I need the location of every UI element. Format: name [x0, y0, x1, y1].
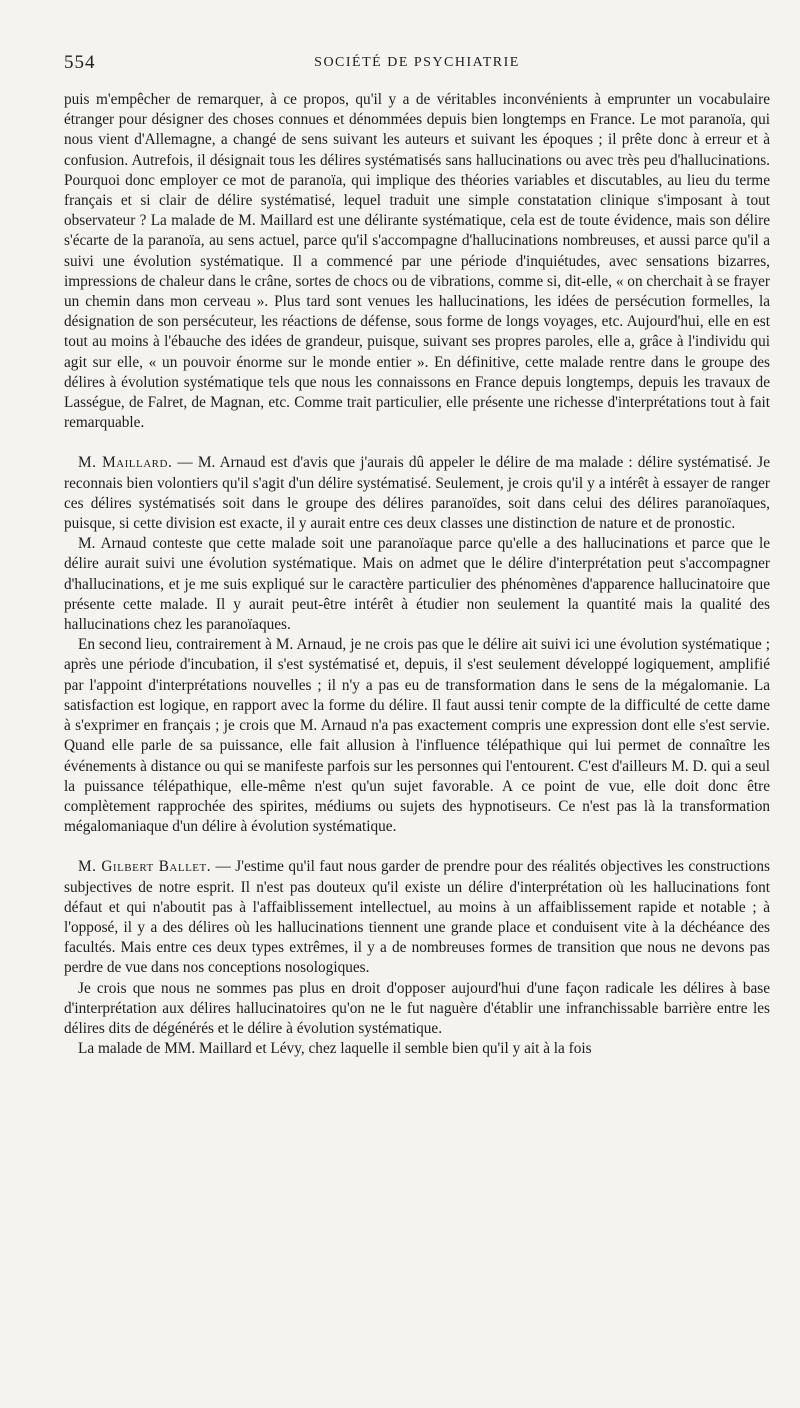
paragraph-ballet-opposition: Je crois que nous ne sommes pas plus en droit d'opposer aujourd'hui d'une façon radicale les délires à base d'interprétation aux délires hallucinatoires qu'on ne le fut naguère d'établir une infranchissable barrière entre les délires dits de dégénérés et le délire à évolution systématique.	[64, 979, 770, 1037]
paragraph-ballet-final: La malade de MM. Maillard et Lévy, chez laquelle il semble bien qu'il y ait à la fois	[78, 1040, 592, 1058]
section-gap	[64, 433, 770, 453]
paragraph-maillard-evolution: En second lieu, contrairement à M. Arnaud, je ne crois pas que le délire ait suivi ici une évolution systématique ; après une période d'incubation, il s'est systématisé et, depuis, il s'est seulement développé logiquement, amplifié par l'appoint d'interprétations nouvelles ; il n'y a pas eu de transformation dans le sens de la mégalomanie. La satisfaction est logique, en rapport avec la forme du délire. Il faut aussi tenir compte de la difficulté de cette dame à s'exprimer en français ; je crois que M. Arnaud n'a pas exactement compris une expression dont elle s'est servie. Quand elle parle de sa puissance, elle fait allusion à l'influence télépathique qui lui permet de connaître les événements à distance ou qui se manifeste parfois sur les personnes qui l'entourent. C'est d'ailleurs M. D. qui a seul la puissance télépathique, elle-même n'est qu'un sujet favorable. A ce point de vue, elle doit donc être complètement rapprochée des spirites, médiums ou sujets des hypnotiseurs. Ce n'est pas là la transformation mégalomaniaque d'un délire à évolution systématique.	[64, 636, 770, 836]
section-gap	[64, 837, 770, 857]
speaker-name: M. Gilbert Ballet.	[78, 858, 212, 876]
paragraph-maillard-hallucinations: M. Arnaud conteste que cette malade soit une paranoïaque parce qu'elle a des hallucinations et parce que le délire aurait suivi une évolution systématique. Mais on admet que le délire d'interprétation peut s'accompagner d'hallucinations, et je me suis expliqué sur le caractère particulier des phénomènes d'apparence hallucinatoire que présente cette malade. Il y aurait peut-être intérêt à étudier non seulement la quantité mais la qualité des hallucinations chez les paranoïaques.	[64, 535, 770, 634]
page-number: 554	[64, 52, 96, 73]
paragraph-arnaud-continuation: puis m'empêcher de remarquer, à ce propos, qu'il y a de véritables inconvénients à emprunter un vocabulaire étranger pour désigner des choses connues et dénommées depuis bien longtemps en France. Le mot paranoïa, qui nous vient d'Allemagne, a changé de sens suivant les auteurs et suivant les époques ; il prête donc à erreur et à confusion. Autrefois, il désignait tous les délires systématisés sans hallucinations ou avec très peu d'hallucinations. Pourquoi donc employer ce mot de paranoïa, qui implique des théories variables et discutables, au lieu du terme français et si clair de délire systématisé, lequel traduit une simple constatation clinique s'imposant à tout observateur ? La malade de M. Maillard est une délirante systématique, cela est de toute évidence, mais son délire s'écarte de la paranoïa, au sens actuel, parce qu'il s'accompagne d'hallucinations nombreuses, et aussi parce qu'il a suivi une évolution systématique. Il a commencé par une période d'inquiétudes, avec sensations bizarres, impressions de chaleur dans le crâne, sortes de chocs ou de vibrations, comme si, dit-elle, « on cherchait à se frayer un chemin dans mon cerveau ». Plus tard sont venues les hallucinations, les idées de persécution formelles, la désignation de son persécuteur, les réactions de défense, sous forme de longs voyages, etc. Aujourd'hui, elle en est tout au moins à l'ébauche des idées de grandeur, puisque, suivant ses propres paroles, elle a, grâce à l'individu qui agit sur elle, « un pouvoir énorme sur le monde entier ». En définitive, cette malade rentre dans le groupe des délires à évolution systématique tels que nous les connaissons en France depuis longtemps, depuis les travaux de Lasségue, de Falret, de Magnan, etc. Comme trait particulier, elle présente une richesse d'interprétations tout à fait remarquable.	[64, 91, 770, 432]
speech-text: — J'estime qu'il faut nous garder de prendre pour des réalités objectives les constructions subjectives de notre esprit. Il n'est pas douteux qu'il existe un délire d'interprétation où les hallucinations font défaut et qui n'aboutit pas à l'affaiblissement intellectuel, au moins à un affaiblissement rapide et notable ; à l'opposé, il y a des délires où les hallucinations tiennent une grande place et conduisent vite à la déchéance des facultés. Mais entre ces deux types extrêmes, il y a de nombreuses formes de transition que nous ne devons pas perdre de vue dans nos conceptions nosologiques.	[64, 858, 770, 977]
speaker-name: M. Maillard.	[78, 454, 173, 472]
page-header	[64, 52, 770, 76]
running-title: SOCIÉTÉ DE PSYCHIATRIE	[314, 55, 520, 70]
body-text	[64, 90, 770, 1059]
speech-text: — M. Arnaud est d'avis que j'aurais dû appeler le délire de ma malade : délire systématisé. Je reconnais bien volontiers qu'il s'agit d'un délire systématisé. Seulement, je crois qu'il y a intérêt à essayer de ranger ces délires systématisés soit dans le groupe des délires paranoïdes, soit dans celui des délires paranoïaques, puisque, si cette division est exacte, il y aurait entre ces deux classes une distinction de nature et de pronostic.	[64, 454, 770, 533]
paragraph-maillard-reply	[64, 453, 770, 534]
paragraph-ballet-reply	[64, 857, 770, 978]
